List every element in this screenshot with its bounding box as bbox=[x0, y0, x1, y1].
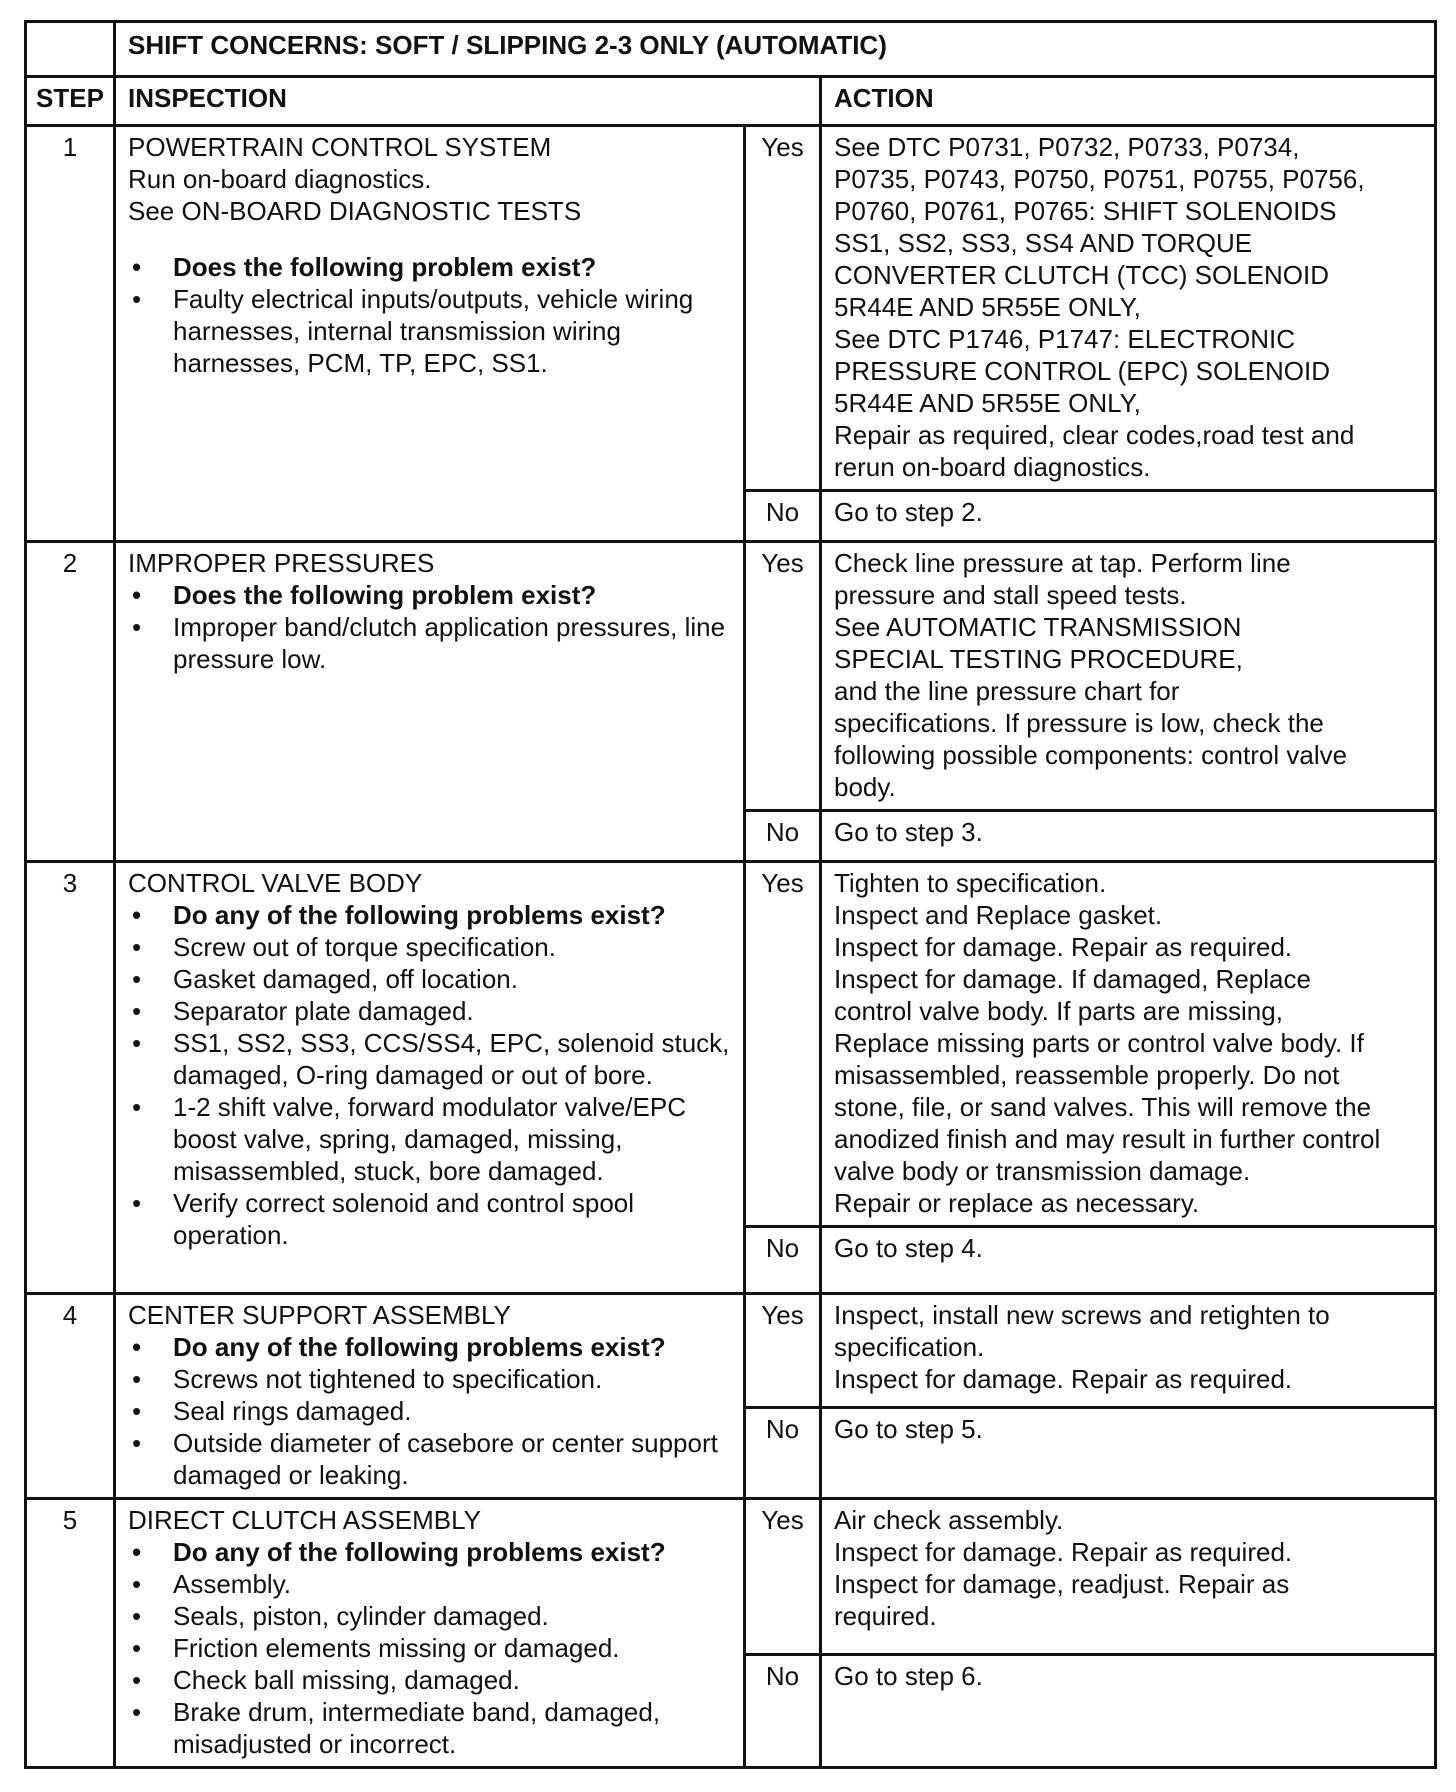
action-line: P0760, P0761, P0765: SHIFT SOLENOIDS bbox=[834, 196, 1337, 226]
action-line: specification. bbox=[834, 1332, 985, 1362]
step-heading: IMPROPER PRESSURES bbox=[128, 548, 435, 578]
action-line: Inspect and Replace gasket. bbox=[834, 900, 1163, 930]
header-row bbox=[26, 77, 1436, 126]
bullet-list bbox=[128, 1536, 733, 1760]
step-5-yes-row bbox=[26, 1499, 1436, 1655]
bullet-item: • Brake drum, intermediate band, damaged, misadjusted or incorrect. bbox=[128, 1696, 733, 1760]
no-label: No bbox=[745, 1408, 821, 1499]
yes-label: Yes bbox=[745, 126, 821, 491]
bullet-item: • Verify correct solenoid and control spool operation. bbox=[128, 1187, 733, 1251]
step-4-yes-action bbox=[821, 1294, 1436, 1408]
step-number: 1 bbox=[26, 126, 115, 542]
action-line: SS1, SS2, SS3, SS4 AND TORQUE bbox=[834, 228, 1253, 258]
step-heading: CONTROL VALVE BODY bbox=[128, 868, 423, 898]
diagnostic-page bbox=[24, 20, 1434, 1769]
bullet-item: • Seals, piston, cylinder damaged. bbox=[128, 1600, 733, 1632]
inspection-line: See ON-BOARD DIAGNOSTIC TESTS bbox=[128, 196, 582, 226]
bullet-item: • SS1, SS2, SS3, CCS/SS4, EPC, solenoid stuck, damaged, O-ring damaged or out of bore. bbox=[128, 1027, 733, 1091]
no-label: No bbox=[745, 1227, 821, 1294]
action-line: stone, file, or sand valves. This will remove the bbox=[834, 1092, 1372, 1122]
step-heading: CENTER SUPPORT ASSEMBLY bbox=[128, 1300, 511, 1330]
bullet-item: • Seal rings damaged. bbox=[128, 1395, 733, 1427]
bullet-item: • Faulty electrical inputs/outputs, vehicle wiring harnesses, internal transmission wiring harnesses, PCM, TP, EPC, SS1. bbox=[128, 283, 733, 379]
bullet-list bbox=[128, 899, 733, 1251]
question-bullet: • Do any of the following problems exist? bbox=[128, 1331, 733, 1363]
action-line: Repair or replace as necessary. bbox=[834, 1188, 1200, 1218]
step-1-yes-row bbox=[26, 126, 1436, 491]
step-number: 3 bbox=[26, 862, 115, 1294]
action-line: and the line pressure chart for bbox=[834, 676, 1180, 706]
bullet-list bbox=[128, 1331, 733, 1491]
action-line: valve body or transmission damage. bbox=[834, 1156, 1251, 1186]
action-line: See AUTOMATIC TRANSMISSION bbox=[834, 612, 1242, 642]
step-2-yes-row bbox=[26, 542, 1436, 811]
action-line: CONVERTER CLUTCH (TCC) SOLENOID bbox=[834, 260, 1330, 290]
bullet-item: • Improper band/clutch application pressures, line pressure low. bbox=[128, 611, 733, 675]
no-label: No bbox=[745, 1655, 821, 1768]
step-3-yes-row bbox=[26, 862, 1436, 1227]
action-line: control valve body. If parts are missing, bbox=[834, 996, 1283, 1026]
question-bullet: • Does the following problem exist? bbox=[128, 251, 733, 283]
action-line: Inspect for damage. Repair as required. bbox=[834, 1537, 1293, 1567]
action-line: See DTC P0731, P0732, P0733, P0734, bbox=[834, 132, 1300, 162]
step-heading: DIRECT CLUTCH ASSEMBLY bbox=[128, 1505, 482, 1535]
yes-label: Yes bbox=[745, 862, 821, 1227]
title-left-cell bbox=[26, 22, 115, 77]
bullet-list bbox=[128, 579, 733, 675]
action-line: body. bbox=[834, 772, 896, 802]
step-2-inspection bbox=[115, 542, 745, 862]
action-line: misassembled, reassemble properly. Do not bbox=[834, 1060, 1340, 1090]
question-bullet: • Do any of the following problems exist? bbox=[128, 899, 733, 931]
bullet-item: • 1-2 shift valve, forward modulator valve/EPC boost valve, spring, damaged, missing, misassembled, stuck, bore damaged. bbox=[128, 1091, 733, 1187]
action-line: Check line pressure at tap. Perform line bbox=[834, 548, 1291, 578]
action-line: Tighten to specification. bbox=[834, 868, 1107, 898]
action-line: pressure and stall speed tests. bbox=[834, 580, 1187, 610]
step-4-inspection bbox=[115, 1294, 745, 1499]
bullet-item: • Screws not tightened to specification. bbox=[128, 1363, 733, 1395]
step-number: 2 bbox=[26, 542, 115, 862]
table-title bbox=[115, 22, 1436, 77]
step-header: STEP bbox=[26, 77, 115, 126]
no-label: No bbox=[745, 811, 821, 862]
yes-label: Yes bbox=[745, 542, 821, 811]
action-line: Replace missing parts or control valve body. If bbox=[834, 1028, 1364, 1058]
action-line: Inspect for damage. Repair as required. bbox=[834, 1364, 1293, 1394]
action-line: Air check assembly. bbox=[834, 1505, 1064, 1535]
step-2-yes-action bbox=[821, 542, 1436, 811]
action-line: PRESSURE CONTROL (EPC) SOLENOID bbox=[834, 356, 1331, 386]
action-line: Inspect for damage. Repair as required. bbox=[834, 932, 1293, 962]
action-line: Inspect for damage. If damaged, Replace bbox=[834, 964, 1311, 994]
bullet-item: • Separator plate damaged. bbox=[128, 995, 733, 1027]
action-line: 5R44E AND 5R55E ONLY, bbox=[834, 292, 1141, 322]
step-1-no-action: Go to step 2. bbox=[821, 491, 1436, 542]
action-line: rerun on-board diagnostics. bbox=[834, 452, 1151, 482]
action-line: Inspect, install new screws and retighten to bbox=[834, 1300, 1330, 1330]
bullet-item: • Check ball missing, damaged. bbox=[128, 1664, 733, 1696]
bullet-item: • Assembly. bbox=[128, 1568, 733, 1600]
step-5-no-action: Go to step 6. bbox=[821, 1655, 1436, 1768]
action-line: following possible components: control valve bbox=[834, 740, 1348, 770]
step-3-yes-action bbox=[821, 862, 1436, 1227]
step-3-inspection bbox=[115, 862, 745, 1294]
bullet-item: • Screw out of torque specification. bbox=[128, 931, 733, 963]
bullet-item: • Friction elements missing or damaged. bbox=[128, 1632, 733, 1664]
step-3-no-action: Go to step 4. bbox=[821, 1227, 1436, 1294]
inspection-line: Run on-board diagnostics. bbox=[128, 164, 432, 194]
step-heading: POWERTRAIN CONTROL SYSTEM bbox=[128, 132, 552, 162]
action-line: specifications. If pressure is low, check the bbox=[834, 708, 1324, 738]
step-5-inspection bbox=[115, 1499, 745, 1768]
step-number: 5 bbox=[26, 1499, 115, 1768]
diagnostic-table bbox=[24, 20, 1437, 1769]
bullet-item: • Outside diameter of casebore or center support damaged or leaking. bbox=[128, 1427, 733, 1491]
yes-label: Yes bbox=[745, 1294, 821, 1408]
title-row bbox=[26, 22, 1436, 77]
step-1-yes-action bbox=[821, 126, 1436, 491]
action-line: P0735, P0743, P0750, P0751, P0755, P0756, bbox=[834, 164, 1365, 194]
step-number: 4 bbox=[26, 1294, 115, 1499]
bullet-list bbox=[128, 251, 733, 379]
action-line: Inspect for damage, readjust. Repair as bbox=[834, 1569, 1290, 1599]
action-line: See DTC P1746, P1747: ELECTRONIC bbox=[834, 324, 1295, 354]
question-bullet: • Do any of the following problems exist? bbox=[128, 1536, 733, 1568]
action-line: required. bbox=[834, 1601, 937, 1631]
table-title-text: SHIFT CONCERNS: SOFT / SLIPPING 2-3 ONLY (AUTOMATIC) bbox=[128, 30, 887, 60]
step-2-no-action: Go to step 3. bbox=[821, 811, 1436, 862]
bullet-item: • Gasket damaged, off location. bbox=[128, 963, 733, 995]
step-4-no-action: Go to step 5. bbox=[821, 1408, 1436, 1499]
action-line: Repair as required, clear codes,road test and bbox=[834, 420, 1355, 450]
action-line: 5R44E AND 5R55E ONLY, bbox=[834, 388, 1141, 418]
yes-label: Yes bbox=[745, 1499, 821, 1655]
step-4-yes-row bbox=[26, 1294, 1436, 1408]
action-line: anodized finish and may result in further control bbox=[834, 1124, 1381, 1154]
step-5-yes-action bbox=[821, 1499, 1436, 1655]
no-label: No bbox=[745, 491, 821, 542]
step-1-inspection bbox=[115, 126, 745, 542]
action-header: ACTION bbox=[821, 77, 1436, 126]
action-line: SPECIAL TESTING PROCEDURE, bbox=[834, 644, 1243, 674]
inspection-header: INSPECTION bbox=[115, 77, 821, 126]
question-bullet: • Does the following problem exist? bbox=[128, 579, 733, 611]
